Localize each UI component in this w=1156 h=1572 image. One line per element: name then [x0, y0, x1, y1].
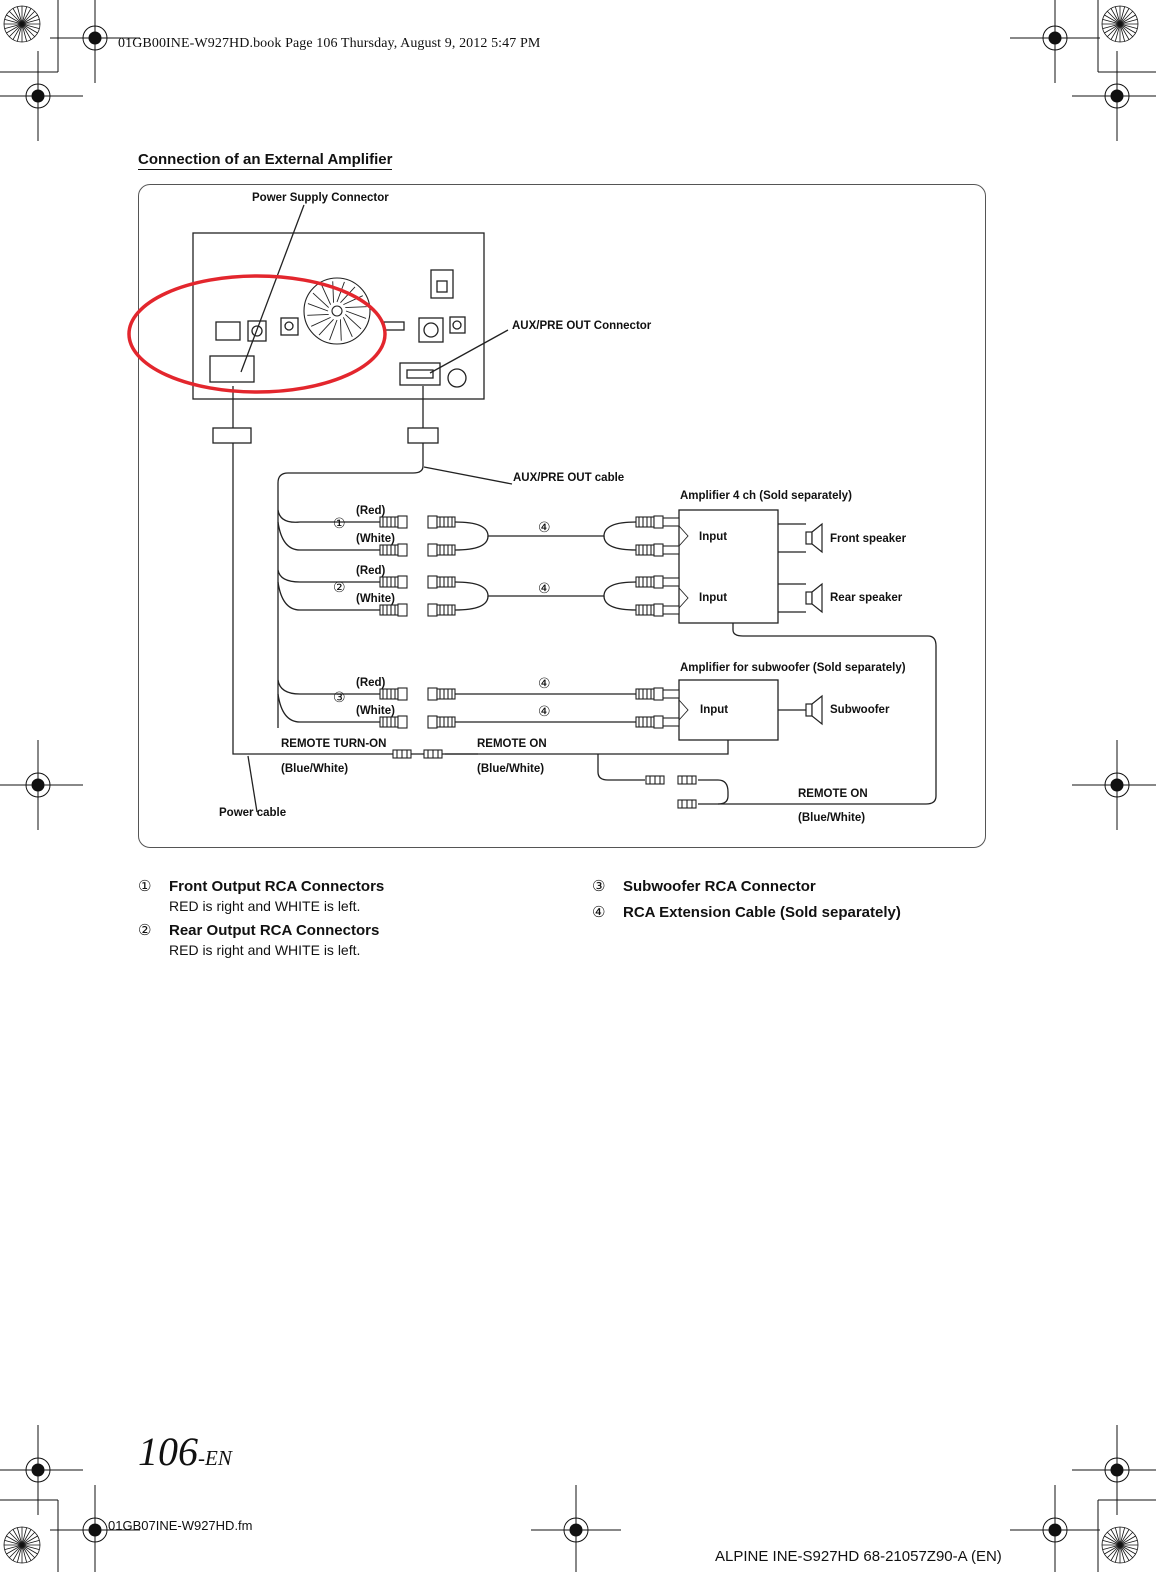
power-cable-tag — [213, 428, 251, 443]
starburst-mark-icon — [4, 1527, 40, 1563]
label-blue-white-2: (Blue/White) — [477, 763, 545, 775]
label-blue-white-1: (Blue/White) — [281, 763, 349, 775]
note-4-marker: ④ — [592, 904, 606, 921]
rca-plug-icon — [636, 516, 663, 528]
footer-file-name: 01GB07INE-W927HD.fm — [108, 1518, 253, 1533]
note-1-marker: ① — [138, 878, 152, 895]
page-number-suffix: -EN — [198, 1446, 232, 1470]
usb-port — [216, 322, 240, 340]
rca-plugs — [380, 516, 679, 728]
print-header: 01GB00INE-W927HD.book Page 106 Thursday, August 9, 2012 5:47 PM — [118, 36, 541, 51]
crosshair-mark-icon — [531, 1485, 621, 1572]
note-2-desc: RED is right and WHITE is left. — [169, 942, 361, 958]
note-3-title: Subwoofer RCA Connector — [623, 878, 816, 895]
amp-rca-jack — [663, 718, 679, 726]
marker-2: ② — [333, 579, 346, 595]
label-remote-turn-on: REMOTE TURN-ON — [281, 738, 387, 750]
note-4-title: RCA Extension Cable (Sold separately) — [623, 904, 901, 921]
starburst-mark-icon — [1102, 1527, 1138, 1563]
power-supply-socket — [210, 356, 254, 382]
amp-rca-jack — [663, 546, 679, 554]
label-amplifier-subwoofer: Amplifier for subwoofer (Sold separately) — [680, 662, 906, 674]
rca-plug-icon — [428, 516, 455, 528]
label-red-3: (Red) — [356, 677, 386, 689]
label-aux-pre-out-connector: AUX/PRE OUT Connector — [512, 320, 652, 332]
remote-connector-icon — [646, 776, 664, 784]
amp-rca-jack — [663, 690, 679, 698]
remote-connector-icon — [393, 750, 411, 758]
label-input-front: Input — [699, 531, 728, 543]
label-white-3: (White) — [356, 705, 395, 717]
page-number — [138, 1430, 232, 1480]
rca-plug-icon — [428, 716, 455, 728]
amp-rca-jack — [663, 518, 679, 526]
power-connector-highlight — [129, 276, 385, 392]
marker-1: ① — [333, 515, 346, 531]
marker-4d: ④ — [538, 703, 551, 719]
label-input-rear: Input — [699, 592, 728, 604]
label-red-2: (Red) — [356, 565, 386, 577]
speaker-icon — [806, 584, 822, 612]
note-3-marker: ③ — [592, 878, 606, 895]
remote-connector-icon — [678, 800, 696, 808]
label-input-sub: Input — [700, 704, 729, 716]
note-1-desc: RED is right and WHITE is left. — [169, 898, 361, 914]
rca-plug-icon — [636, 688, 663, 700]
footer-model-info: ALPINE INE-S927HD 68-21057Z90-A (EN) — [715, 1548, 1002, 1565]
amp-rca-jack — [663, 606, 679, 614]
speaker-icon — [806, 696, 822, 724]
label-rear-speaker: Rear speaker — [830, 592, 903, 604]
amplifier-subwoofer — [679, 680, 778, 740]
aux-cable-tag — [408, 428, 438, 443]
note-2-marker: ② — [138, 922, 152, 939]
marker-4c: ④ — [538, 675, 551, 691]
marker-4a: ④ — [538, 519, 551, 535]
amplifier-4ch — [679, 510, 778, 623]
label-white-1: (White) — [356, 533, 395, 545]
label-remote-on-2: REMOTE ON — [798, 788, 868, 800]
crosshair-mark-icon — [1010, 1485, 1100, 1572]
rca-plug-icon — [428, 544, 455, 556]
aux-pre-out-socket — [400, 363, 440, 385]
rca-plug-icon — [636, 544, 663, 556]
remote-connector-icon — [678, 776, 696, 784]
marker-4b: ④ — [538, 580, 551, 596]
rca-plug-icon — [428, 576, 455, 588]
label-aux-pre-out-cable: AUX/PRE OUT cable — [513, 472, 625, 484]
note-2-title: Rear Output RCA Connectors — [169, 922, 380, 939]
amp-rca-jack — [663, 578, 679, 586]
speaker-icon — [806, 524, 822, 552]
marker-3: ③ — [333, 689, 346, 705]
crosshair-mark-icon — [0, 1425, 83, 1515]
optical-port — [431, 270, 453, 298]
rca-plug-icon — [428, 604, 455, 616]
label-power-supply-connector: Power Supply Connector — [252, 192, 389, 204]
note-1-title: Front Output RCA Connectors — [169, 878, 385, 895]
rca-plug-icon — [636, 716, 663, 728]
label-power-cable: Power cable — [219, 807, 287, 819]
rca-plug-icon — [636, 604, 663, 616]
label-amplifier-4ch: Amplifier 4 ch (Sold separately) — [680, 490, 852, 502]
speakers — [806, 524, 822, 724]
label-subwoofer: Subwoofer — [830, 704, 890, 716]
page-number-value: 106 — [138, 1429, 198, 1474]
section-title: Connection of an External Amplifier — [138, 151, 393, 168]
remote-connector-icon — [424, 750, 442, 758]
label-remote-on-1: REMOTE ON — [477, 738, 547, 750]
label-red-1: (Red) — [356, 505, 386, 517]
label-white-2: (White) — [356, 593, 395, 605]
remote-connectors — [393, 750, 696, 808]
rca-plug-icon — [636, 576, 663, 588]
label-blue-white-3: (Blue/White) — [798, 812, 866, 824]
rca-plug-icon — [428, 688, 455, 700]
label-front-speaker: Front speaker — [830, 533, 907, 545]
crosshair-mark-icon — [1072, 1425, 1156, 1515]
